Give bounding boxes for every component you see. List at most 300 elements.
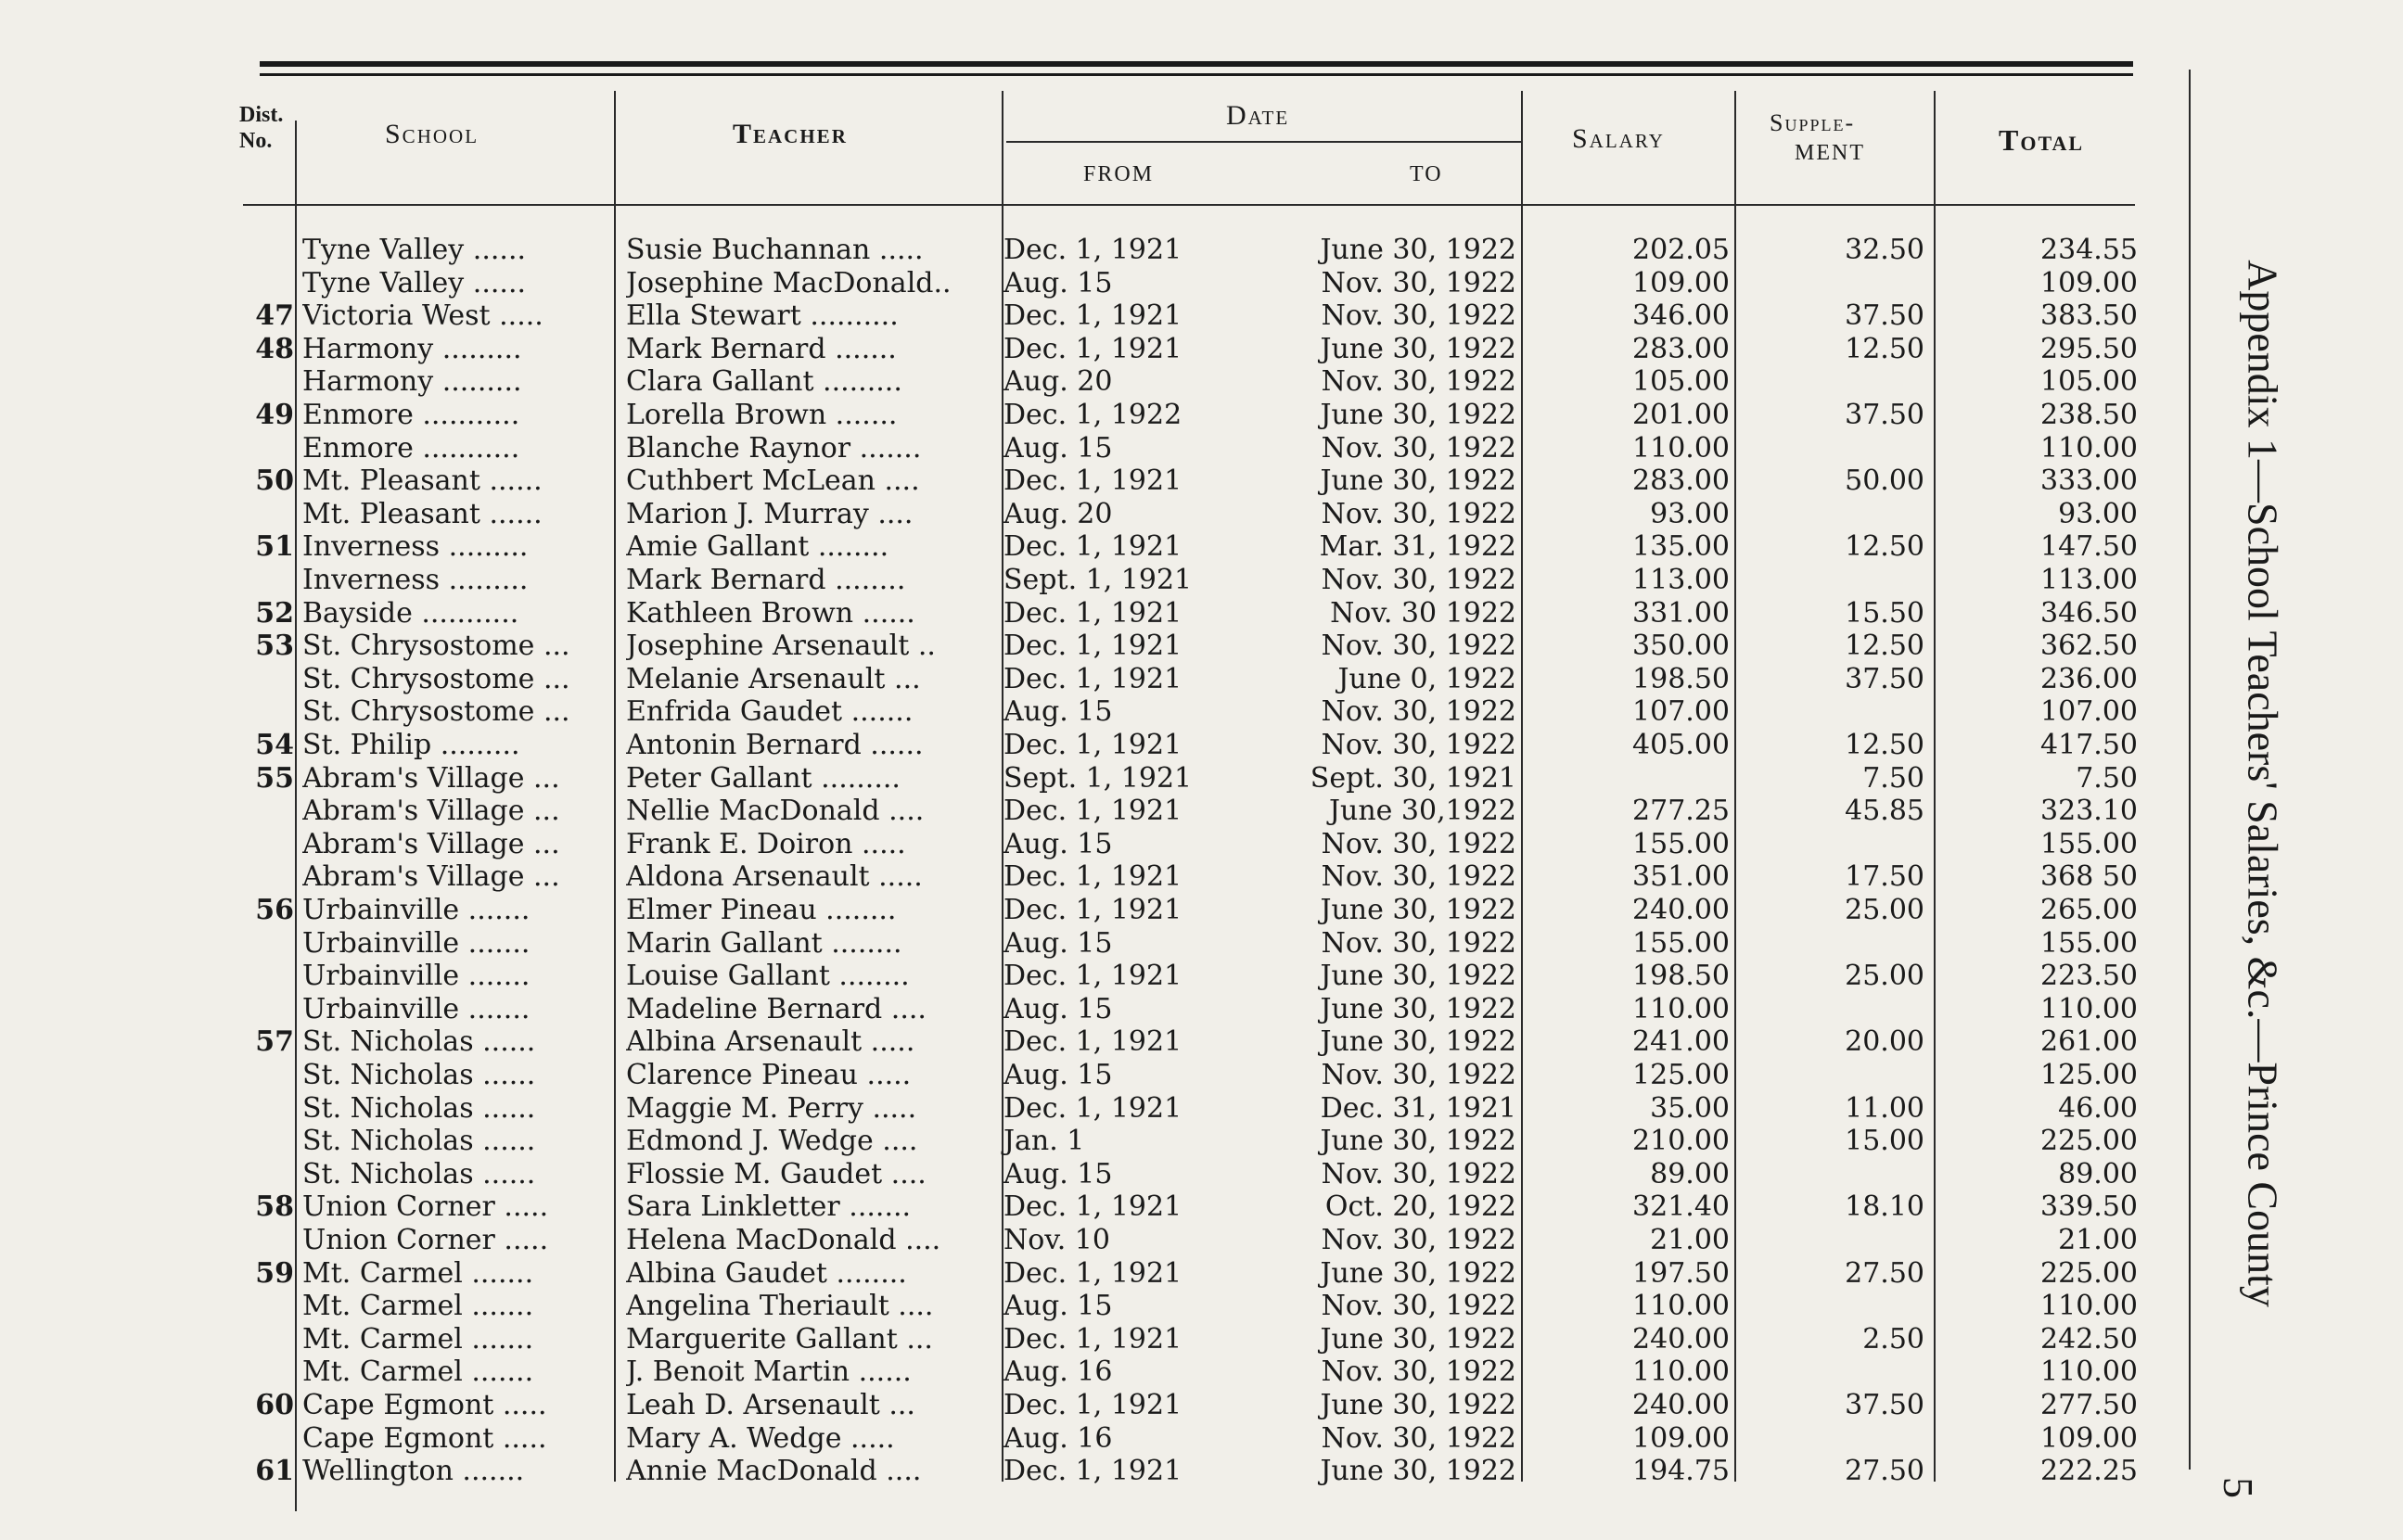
school-cell: Victoria West .....: [302, 299, 543, 333]
salary-cell: 135.00: [1632, 530, 1730, 564]
from-date-cell: Aug. 15: [1003, 431, 1113, 465]
to-date-cell: Nov. 30, 1922: [1321, 266, 1516, 299]
supplement-cell: 18.10: [1845, 1190, 1924, 1224]
supplement-cell: 12.50: [1845, 530, 1924, 564]
total-cell: 222.25: [2040, 1455, 2138, 1488]
table-row: [0, 333, 2152, 366]
to-date-cell: June 30, 1922: [1320, 465, 1516, 498]
teacher-cell: Annie MacDonald ....: [626, 1455, 922, 1488]
salary-cell: 155.00: [1632, 926, 1730, 960]
from-date-cell: Dec. 1, 1921: [1003, 1190, 1182, 1224]
to-date-cell: June 30, 1922: [1320, 234, 1516, 266]
teacher-cell: Helena MacDonald ....: [626, 1224, 941, 1256]
school-cell: Tyne Valley ......: [302, 266, 527, 299]
from-date-cell: Dec. 1, 1921: [1003, 1389, 1182, 1421]
supplement-cell: 37.50: [1845, 399, 1924, 431]
total-cell: 333.00: [2040, 465, 2138, 498]
salary-cell: 110.00: [1632, 992, 1730, 1025]
teacher-cell: Leah D. Arsenault ...: [626, 1389, 915, 1421]
to-date-cell: Nov. 30, 1922: [1321, 564, 1516, 596]
school-cell: Harmony .........: [302, 365, 522, 399]
table-row: [0, 1422, 2152, 1456]
from-date-cell: Dec. 1, 1921: [1003, 729, 1182, 761]
to-date-cell: June 30, 1922: [1320, 960, 1516, 993]
salary-cell: 197.50: [1632, 1256, 1730, 1290]
dist-no-cell: 57: [255, 1025, 294, 1059]
salary-cell: 105.00: [1632, 365, 1730, 399]
total-cell: 368 50: [2040, 860, 2138, 894]
table-row: [0, 234, 2152, 267]
from-date-cell: Dec. 1, 1921: [1003, 662, 1182, 695]
dist-no-cell: 52: [255, 596, 294, 630]
to-date-cell: Nov. 30, 1922: [1321, 365, 1516, 399]
total-cell: 110.00: [2040, 1290, 2138, 1323]
school-cell: Mt. Pleasant ......: [302, 465, 543, 498]
teacher-cell: Josephine MacDonald..: [626, 266, 952, 299]
teacher-cell: Flossie M. Gaudet ....: [626, 1157, 927, 1190]
table-row: [0, 498, 2152, 531]
supplement-cell: 15.00: [1845, 1125, 1924, 1158]
total-cell: 295.50: [2040, 332, 2138, 365]
table-row: [0, 960, 2152, 993]
table-row: [0, 1158, 2152, 1191]
teacher-cell: Frank E. Doiron .....: [626, 827, 906, 860]
teacher-cell: Marin Gallant ........: [626, 926, 902, 960]
from-date-cell: Aug. 20: [1003, 365, 1113, 399]
school-cell: St. Nicholas ......: [302, 1025, 536, 1059]
salary-cell: 283.00: [1632, 332, 1730, 365]
school-cell: Wellington .......: [302, 1455, 525, 1488]
teacher-cell: Madeline Bernard ....: [626, 992, 927, 1025]
table-row: [0, 1092, 2152, 1126]
teacher-cell: Amie Gallant ........: [626, 530, 889, 564]
teacher-cell: Clarence Pineau .....: [626, 1059, 912, 1091]
table-row: [0, 399, 2152, 432]
total-cell: 109.00: [2040, 266, 2138, 299]
header-supplement-2: MENT: [1795, 141, 1865, 165]
school-cell: Enmore ...........: [302, 431, 520, 465]
from-date-cell: Dec. 1, 1921: [1003, 299, 1182, 333]
school-cell: Abram's Village ...: [302, 795, 560, 828]
total-cell: 238.50: [2040, 399, 2138, 431]
total-cell: 110.00: [2040, 431, 2138, 465]
supplement-cell: 27.50: [1845, 1256, 1924, 1290]
supplement-cell: 12.50: [1845, 729, 1924, 761]
teacher-cell: Louise Gallant ........: [626, 960, 910, 993]
page-number: 5: [2215, 1477, 2262, 1498]
school-cell: Mt. Carmel .......: [302, 1355, 534, 1389]
side-title: [2235, 148, 2291, 1419]
dist-no-cell: 53: [255, 630, 294, 663]
from-date-cell: Dec. 1, 1921: [1003, 596, 1182, 630]
dist-no-cell: 56: [255, 894, 294, 926]
total-cell: 147.50: [2040, 530, 2138, 564]
school-cell: Bayside ...........: [302, 596, 519, 630]
to-date-cell: Nov. 30, 1922: [1321, 827, 1516, 860]
total-cell: 234.55: [2040, 234, 2138, 266]
salary-cell: 110.00: [1632, 1290, 1730, 1323]
teacher-cell: Nellie MacDonald ....: [626, 795, 925, 828]
to-date-cell: Nov. 30, 1922: [1321, 497, 1516, 530]
supplement-cell: 20.00: [1845, 1025, 1924, 1059]
supplement-cell: 37.50: [1845, 1389, 1924, 1421]
teacher-cell: Elmer Pineau ........: [626, 894, 897, 926]
header-teacher: Teacher: [733, 119, 848, 149]
salary-cell: 109.00: [1632, 1421, 1730, 1455]
salary-cell: 241.00: [1632, 1025, 1730, 1059]
school-cell: St. Nicholas ......: [302, 1059, 536, 1091]
teacher-cell: Ella Stewart ..........: [626, 299, 899, 333]
from-date-cell: Jan. 1: [1003, 1125, 1085, 1158]
from-date-cell: Aug. 15: [1003, 695, 1113, 729]
salary-cell: 110.00: [1632, 431, 1730, 465]
salary-cell: 155.00: [1632, 827, 1730, 860]
table-row: [0, 530, 2152, 564]
dist-no-cell: 55: [255, 761, 294, 795]
total-cell: 125.00: [2040, 1059, 2138, 1091]
salary-cell: 21.00: [1650, 1224, 1730, 1256]
teacher-cell: Peter Gallant .........: [626, 761, 901, 795]
from-date-cell: Dec. 1, 1921: [1003, 630, 1182, 663]
header-from: FROM: [1083, 162, 1155, 186]
teacher-cell: Clara Gallant .........: [626, 365, 902, 399]
total-cell: 346.50: [2040, 596, 2138, 630]
school-cell: Cape Egmont .....: [302, 1421, 547, 1455]
school-cell: St. Nicholas ......: [302, 1157, 536, 1190]
table-row: [0, 630, 2152, 663]
teacher-cell: Josephine Arsenault ..: [626, 630, 936, 663]
total-cell: 46.00: [2058, 1091, 2138, 1125]
total-cell: 323.10: [2040, 795, 2138, 828]
salary-cell: 277.25: [1632, 795, 1730, 828]
teacher-cell: Edmond J. Wedge ....: [626, 1125, 918, 1158]
from-date-cell: Dec. 1, 1921: [1003, 795, 1182, 828]
salary-cell: 240.00: [1632, 1389, 1730, 1421]
to-date-cell: June 30, 1922: [1320, 1256, 1516, 1290]
from-date-cell: Aug. 15: [1003, 926, 1113, 960]
to-date-cell: June 30, 1922: [1320, 992, 1516, 1025]
teacher-cell: Blanche Raynor .......: [626, 431, 922, 465]
teacher-cell: Marguerite Gallant ...: [626, 1322, 933, 1355]
supplement-cell: 37.50: [1845, 299, 1924, 333]
school-cell: Abram's Village ...: [302, 860, 560, 894]
margin-rule: [2189, 70, 2191, 1470]
school-cell: Cape Egmont .....: [302, 1389, 547, 1421]
total-cell: 21.00: [2058, 1224, 2138, 1256]
dist-no-cell: 48: [255, 332, 294, 365]
teacher-cell: Mary A. Wedge .....: [626, 1421, 895, 1455]
total-cell: 109.00: [2040, 1421, 2138, 1455]
dist-no-cell: 50: [255, 465, 294, 498]
header-date: Date: [1226, 100, 1290, 131]
table-row: [0, 993, 2152, 1026]
total-cell: 110.00: [2040, 992, 2138, 1025]
school-cell: Abram's Village ...: [302, 827, 560, 860]
to-date-cell: Nov. 30, 1922: [1321, 860, 1516, 894]
teacher-cell: Sara Linkletter .......: [626, 1190, 912, 1224]
salary-cell: 283.00: [1632, 465, 1730, 498]
school-cell: St. Chrysostome ...: [302, 695, 570, 729]
from-date-cell: Aug. 15: [1003, 266, 1113, 299]
teacher-cell: Maggie M. Perry .....: [626, 1091, 917, 1125]
table-row: [0, 432, 2152, 465]
salary-cell: 321.40: [1632, 1190, 1730, 1224]
to-date-cell: Nov. 30 1922: [1330, 596, 1516, 630]
from-date-cell: Dec. 1, 1921: [1003, 1322, 1182, 1355]
table-row: [0, 1389, 2152, 1422]
from-date-cell: Dec. 1, 1921: [1003, 234, 1182, 266]
total-cell: 93.00: [2058, 497, 2138, 530]
teacher-cell: Mark Bernard .......: [626, 332, 897, 365]
to-date-cell: June 30, 1922: [1320, 1322, 1516, 1355]
teacher-cell: Antonin Bernard ......: [626, 729, 924, 761]
from-date-cell: Nov. 10: [1003, 1224, 1110, 1256]
from-date-cell: Aug. 15: [1003, 827, 1113, 860]
to-date-cell: June 30, 1922: [1320, 399, 1516, 431]
from-date-cell: Aug. 16: [1003, 1421, 1113, 1455]
dist-no-cell: 60: [255, 1389, 294, 1421]
salary-cell: 240.00: [1632, 1322, 1730, 1355]
teacher-cell: J. Benoit Martin ......: [626, 1355, 912, 1389]
total-cell: 223.50: [2040, 960, 2138, 993]
to-date-cell: Nov. 30, 1922: [1321, 630, 1516, 663]
top-rule-thick: [260, 61, 2133, 67]
table-row: [0, 267, 2152, 300]
table-row: [0, 894, 2152, 927]
to-date-cell: Nov. 30, 1922: [1321, 1421, 1516, 1455]
school-cell: Urbainville .......: [302, 926, 530, 960]
teacher-cell: Aldona Arsenault .....: [626, 860, 923, 894]
salary-cell: 405.00: [1632, 729, 1730, 761]
school-cell: St. Nicholas ......: [302, 1091, 536, 1125]
supplement-cell: 7.50: [1862, 761, 1924, 795]
supplement-cell: 27.50: [1845, 1455, 1924, 1488]
to-date-cell: June 30, 1922: [1320, 1455, 1516, 1488]
to-date-cell: Oct. 20, 1922: [1324, 1190, 1516, 1224]
to-date-cell: Nov. 30, 1922: [1321, 1157, 1516, 1190]
table-row: [0, 762, 2152, 795]
table-row: [0, 663, 2152, 696]
header-bottom-rule: [243, 204, 2135, 206]
from-date-cell: Aug. 15: [1003, 992, 1113, 1025]
to-date-cell: June 30, 1922: [1320, 332, 1516, 365]
to-date-cell: June 0, 1922: [1337, 662, 1516, 695]
school-cell: Union Corner .....: [302, 1190, 549, 1224]
to-date-cell: June 30, 1922: [1320, 1125, 1516, 1158]
table-row: [0, 860, 2152, 894]
teacher-cell: Mark Bernard ........: [626, 564, 906, 596]
supplement-cell: 25.00: [1845, 894, 1924, 926]
total-cell: 261.00: [2040, 1025, 2138, 1059]
header-to: TO: [1410, 162, 1443, 186]
from-date-cell: Dec. 1, 1921: [1003, 332, 1182, 365]
table-row: [0, 1323, 2152, 1356]
supplement-cell: 12.50: [1845, 630, 1924, 663]
school-cell: St. Nicholas ......: [302, 1125, 536, 1158]
total-cell: 242.50: [2040, 1322, 2138, 1355]
total-cell: 89.00: [2058, 1157, 2138, 1190]
salary-cell: 93.00: [1650, 497, 1730, 530]
school-cell: St. Chrysostome ...: [302, 630, 570, 663]
from-date-cell: Dec. 1, 1921: [1003, 1455, 1182, 1488]
from-date-cell: Aug. 16: [1003, 1355, 1113, 1389]
school-cell: Harmony .........: [302, 332, 522, 365]
teacher-cell: Susie Buchannan .....: [626, 234, 924, 266]
school-cell: Abram's Village ...: [302, 761, 560, 795]
total-cell: 362.50: [2040, 630, 2138, 663]
table-row: [0, 1059, 2152, 1092]
from-date-cell: Dec. 1, 1922: [1003, 399, 1182, 431]
salary-cell: 89.00: [1650, 1157, 1730, 1190]
school-cell: Urbainville .......: [302, 992, 530, 1025]
total-cell: 417.50: [2040, 729, 2138, 761]
total-cell: 155.00: [2040, 926, 2138, 960]
table-row: [0, 795, 2152, 828]
total-cell: 7.50: [2076, 761, 2138, 795]
salary-cell: 240.00: [1632, 894, 1730, 926]
table-row: [0, 927, 2152, 961]
to-date-cell: Nov. 30, 1922: [1321, 299, 1516, 333]
date-subrule: [1006, 141, 1521, 143]
supplement-cell: 32.50: [1845, 234, 1924, 266]
supplement-cell: 15.50: [1845, 596, 1924, 630]
total-cell: 277.50: [2040, 1389, 2138, 1421]
school-cell: Urbainville .......: [302, 960, 530, 993]
from-date-cell: Aug. 15: [1003, 1059, 1113, 1091]
salary-cell: 331.00: [1632, 596, 1730, 630]
supplement-cell: 2.50: [1862, 1322, 1924, 1355]
table-row: [0, 695, 2152, 729]
dist-no-cell: 49: [255, 399, 294, 431]
to-date-cell: Nov. 30, 1922: [1321, 1355, 1516, 1389]
from-date-cell: Sept. 1, 1921: [1003, 564, 1193, 596]
total-cell: 107.00: [2040, 695, 2138, 729]
total-cell: 225.00: [2040, 1125, 2138, 1158]
salary-cell: 113.00: [1632, 564, 1730, 596]
from-date-cell: Dec. 1, 1921: [1003, 1025, 1182, 1059]
to-date-cell: June 30, 1922: [1320, 1025, 1516, 1059]
salary-cell: 198.50: [1632, 960, 1730, 993]
dist-no-cell: 59: [255, 1256, 294, 1290]
table-row: [0, 1025, 2152, 1059]
supplement-cell: 50.00: [1845, 465, 1924, 498]
supplement-cell: 25.00: [1845, 960, 1924, 993]
table-row: [0, 597, 2152, 630]
salary-cell: 198.50: [1632, 662, 1730, 695]
to-date-cell: Nov. 30, 1922: [1321, 1224, 1516, 1256]
table-row: [0, 1257, 2152, 1291]
header-dist-no: Dist. No.: [239, 103, 284, 153]
header-total: Total: [1999, 123, 2085, 157]
header-school: School: [385, 119, 479, 149]
salary-cell: 35.00: [1650, 1091, 1730, 1125]
salary-cell: 210.00: [1632, 1125, 1730, 1158]
from-date-cell: Dec. 1, 1921: [1003, 860, 1182, 894]
salary-cell: 202.05: [1632, 234, 1730, 266]
salary-cell: 350.00: [1632, 630, 1730, 663]
teacher-cell: Cuthbert McLean ....: [626, 465, 920, 498]
table-row: [0, 828, 2152, 861]
supplement-cell: 12.50: [1845, 332, 1924, 365]
salary-cell: 110.00: [1632, 1355, 1730, 1389]
salary-cell: 351.00: [1632, 860, 1730, 894]
header-supplement-1: Supple-: [1770, 109, 1856, 136]
total-cell: 113.00: [2040, 564, 2138, 596]
table-row: [0, 1455, 2152, 1488]
to-date-cell: June 30, 1922: [1320, 1389, 1516, 1421]
school-cell: Tyne Valley ......: [302, 234, 527, 266]
school-cell: Inverness .........: [302, 564, 529, 596]
total-cell: 225.00: [2040, 1256, 2138, 1290]
dist-no-cell: 58: [255, 1190, 294, 1224]
table-row: [0, 465, 2152, 498]
dist-no-cell: 47: [255, 299, 294, 333]
school-cell: Enmore ...........: [302, 399, 520, 431]
top-rule-thin: [260, 73, 2133, 76]
to-date-cell: Mar. 31, 1922: [1319, 530, 1516, 564]
teacher-cell: Lorella Brown .......: [626, 399, 898, 431]
from-date-cell: Aug. 15: [1003, 1157, 1113, 1190]
school-cell: Inverness .........: [302, 530, 529, 564]
from-date-cell: Dec. 1, 1921: [1003, 1256, 1182, 1290]
table-row: [0, 365, 2152, 399]
dist-no-cell: 61: [255, 1455, 294, 1488]
table-row: [0, 1224, 2152, 1257]
teacher-cell: Enfrida Gaudet .......: [626, 695, 914, 729]
total-cell: 383.50: [2040, 299, 2138, 333]
school-cell: Mt. Carmel .......: [302, 1322, 534, 1355]
from-date-cell: Dec. 1, 1921: [1003, 894, 1182, 926]
to-date-cell: Nov. 30, 1922: [1321, 431, 1516, 465]
supplement-cell: 45.85: [1845, 795, 1924, 828]
supplement-cell: 11.00: [1845, 1091, 1924, 1125]
to-date-cell: Nov. 30, 1922: [1321, 1059, 1516, 1091]
dist-no-cell: 54: [255, 729, 294, 761]
supplement-cell: 17.50: [1845, 860, 1924, 894]
salary-cell: 125.00: [1632, 1059, 1730, 1091]
teacher-cell: Kathleen Brown ......: [626, 596, 915, 630]
table-row: [0, 564, 2152, 597]
from-date-cell: Aug. 20: [1003, 497, 1113, 530]
from-date-cell: Dec. 1, 1921: [1003, 465, 1182, 498]
from-date-cell: Dec. 1, 1921: [1003, 530, 1182, 564]
from-date-cell: Aug. 15: [1003, 1290, 1113, 1323]
school-cell: St. Philip .........: [302, 729, 520, 761]
salary-cell: 201.00: [1632, 399, 1730, 431]
school-cell: St. Chrysostome ...: [302, 662, 570, 695]
header-salary: Salary: [1572, 123, 1665, 154]
from-date-cell: Dec. 1, 1921: [1003, 960, 1182, 993]
table-row: [0, 729, 2152, 762]
to-date-cell: Nov. 30, 1922: [1321, 729, 1516, 761]
total-cell: 339.50: [2040, 1190, 2138, 1224]
school-cell: Mt. Pleasant ......: [302, 497, 543, 530]
to-date-cell: June 30, 1922: [1320, 894, 1516, 926]
salary-cell: 194.75: [1632, 1455, 1730, 1488]
school-cell: Urbainville .......: [302, 894, 530, 926]
to-date-cell: June 30,1922: [1328, 795, 1516, 828]
to-date-cell: Nov. 30, 1922: [1321, 926, 1516, 960]
to-date-cell: Sept. 30, 1921: [1310, 761, 1516, 795]
from-date-cell: Dec. 1, 1921: [1003, 1091, 1182, 1125]
teacher-cell: Albina Gaudet ........: [626, 1256, 907, 1290]
school-cell: Mt. Carmel .......: [302, 1290, 534, 1323]
table-row: [0, 299, 2152, 333]
to-date-cell: Dec. 31, 1921: [1320, 1091, 1516, 1125]
total-cell: 110.00: [2040, 1355, 2138, 1389]
dist-no-cell: 51: [255, 530, 294, 564]
total-cell: 155.00: [2040, 827, 2138, 860]
